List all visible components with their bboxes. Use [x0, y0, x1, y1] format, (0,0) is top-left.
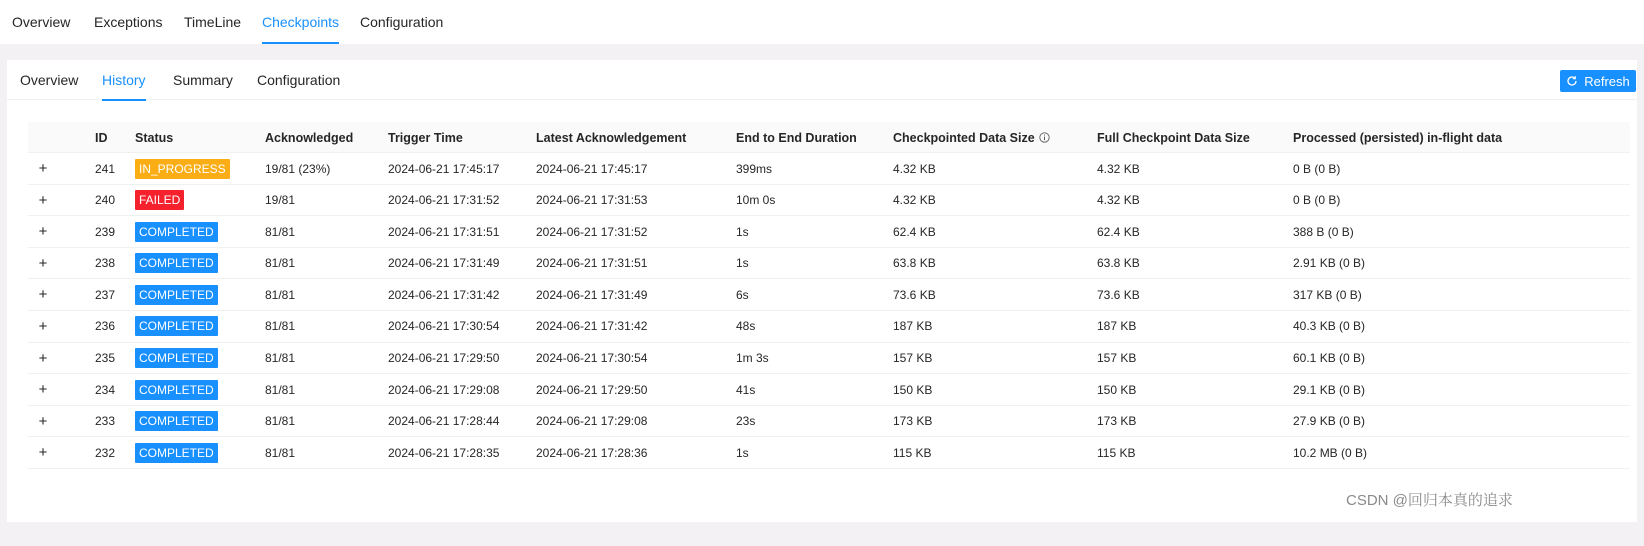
table-header [28, 122, 1630, 153]
status-badge: IN_PROGRESS [135, 159, 230, 179]
cell-id: 240 [95, 193, 116, 208]
top-tab-overview[interactable]: Overview [12, 14, 71, 30]
expand-row-plus-icon[interactable]: + [38, 191, 48, 209]
cell-trigger-time: 2024-06-21 17:28:44 [388, 414, 500, 429]
expand-row-plus-icon[interactable]: + [38, 381, 48, 399]
cell-acknowledged: 81/81 [265, 256, 296, 271]
cell-status [135, 311, 218, 342]
header-id: ID [95, 130, 108, 145]
cell-id: 241 [95, 161, 116, 176]
table-row [28, 153, 1630, 185]
expand-row-plus-icon[interactable]: + [38, 223, 48, 241]
cell-trigger-time: 2024-06-21 17:45:17 [388, 161, 500, 176]
expand-row-plus-icon[interactable]: + [38, 412, 48, 430]
table-row [28, 248, 1630, 280]
cell-checkpointed-size: 62.4 KB [893, 224, 936, 239]
header-checkpointed-size [893, 122, 1050, 153]
header-processed: Processed (persisted) in-flight data [1293, 130, 1503, 145]
cell-duration: 1s [736, 224, 749, 239]
top-tab-bar [0, 0, 1644, 44]
cell-latest-ack: 2024-06-21 17:31:53 [536, 193, 648, 208]
sub-tab-overview[interactable]: Overview [20, 72, 79, 88]
cell-full-size: 115 KB [1097, 445, 1136, 460]
top-tab-timeline[interactable]: TimeLine [184, 14, 242, 30]
status-badge: COMPLETED [135, 443, 218, 463]
cell-acknowledged: 81/81 [265, 445, 296, 460]
status-badge: COMPLETED [135, 285, 218, 305]
header-full-size: Full Checkpoint Data Size [1097, 130, 1250, 145]
cell-id: 236 [95, 319, 116, 334]
header-status: Status [135, 130, 174, 145]
header-checkpointed-size-label: Checkpointed Data Size [893, 130, 1035, 145]
cell-trigger-time: 2024-06-21 17:29:50 [388, 351, 500, 366]
sub-tab-configuration[interactable]: Configuration [257, 72, 341, 88]
cell-full-size: 73.6 KB [1097, 287, 1140, 302]
cell-checkpointed-size: 157 KB [893, 351, 933, 366]
cell-processed: 29.1 KB (0 B) [1293, 382, 1366, 397]
cell-trigger-time: 2024-06-21 17:31:49 [388, 256, 500, 271]
checkpoints-card [7, 60, 1637, 522]
table-row [28, 311, 1630, 343]
cell-duration: 399ms [736, 161, 773, 176]
cell-latest-ack: 2024-06-21 17:45:17 [536, 161, 648, 176]
table-body [28, 153, 1630, 469]
cell-status [135, 153, 230, 184]
cell-checkpointed-size: 63.8 KB [893, 256, 936, 271]
table-row [28, 279, 1630, 311]
cell-status [135, 279, 218, 310]
cell-status [135, 374, 218, 405]
status-badge: FAILED [135, 190, 184, 210]
expand-row-plus-icon[interactable]: + [38, 349, 48, 367]
watermark: CSDN @回归本真的追求 [1346, 492, 1513, 509]
refresh-label: Refresh [1584, 73, 1630, 89]
cell-trigger-time: 2024-06-21 17:31:42 [388, 287, 500, 302]
table-row [28, 437, 1630, 469]
cell-processed: 2.91 KB (0 B) [1293, 256, 1366, 271]
table-row [28, 343, 1630, 375]
cell-id: 235 [95, 351, 116, 366]
status-badge: COMPLETED [135, 316, 218, 336]
status-badge: COMPLETED [135, 253, 218, 273]
cell-processed: 60.1 KB (0 B) [1293, 351, 1366, 366]
cell-latest-ack: 2024-06-21 17:30:54 [536, 351, 648, 366]
cell-duration: 1m 3s [736, 351, 769, 366]
cell-checkpointed-size: 4.32 KB [893, 193, 936, 208]
cell-duration: 6s [736, 287, 749, 302]
cell-duration: 41s [736, 382, 756, 397]
cell-full-size: 63.8 KB [1097, 256, 1140, 271]
cell-checkpointed-size: 73.6 KB [893, 287, 936, 302]
cell-status [135, 248, 218, 279]
table-row [28, 216, 1630, 248]
cell-acknowledged: 81/81 [265, 382, 296, 397]
cell-processed: 0 B (0 B) [1293, 161, 1341, 176]
expand-row-plus-icon[interactable]: + [38, 317, 48, 335]
status-badge: COMPLETED [135, 222, 218, 242]
sub-tab-bar [7, 60, 1637, 100]
expand-row-plus-icon[interactable]: + [38, 254, 48, 272]
cell-duration: 10m 0s [736, 193, 776, 208]
table-row [28, 185, 1630, 217]
cell-latest-ack: 2024-06-21 17:29:50 [536, 382, 648, 397]
top-tab-checkpoints[interactable]: Checkpoints [262, 0, 339, 44]
cell-checkpointed-size: 4.32 KB [893, 161, 936, 176]
cell-latest-ack: 2024-06-21 17:29:08 [536, 414, 648, 429]
cell-acknowledged: 81/81 [265, 287, 296, 302]
cell-checkpointed-size: 173 KB [893, 414, 933, 429]
cell-full-size: 4.32 KB [1097, 161, 1140, 176]
cell-status [135, 343, 218, 374]
cell-trigger-time: 2024-06-21 17:28:35 [388, 445, 500, 460]
cell-id: 232 [95, 445, 116, 460]
cell-processed: 27.9 KB (0 B) [1293, 414, 1366, 429]
expand-row-plus-icon[interactable]: + [38, 160, 48, 177]
header-duration: End to End Duration [736, 130, 857, 145]
cell-acknowledged: 81/81 [265, 414, 296, 429]
refresh-button[interactable] [1560, 70, 1636, 92]
table-row [28, 406, 1630, 438]
status-badge: COMPLETED [135, 411, 218, 431]
cell-latest-ack: 2024-06-21 17:31:42 [536, 319, 648, 334]
status-badge: COMPLETED [135, 380, 218, 400]
header-trigger-time: Trigger Time [388, 130, 463, 145]
cell-status [135, 437, 218, 468]
cell-processed: 388 B (0 B) [1293, 224, 1354, 239]
cell-duration: 48s [736, 319, 756, 334]
expand-row-plus-icon[interactable]: + [38, 286, 48, 304]
cell-full-size: 173 KB [1097, 414, 1137, 429]
refresh-icon [1566, 75, 1578, 87]
cell-acknowledged: 19/81 [265, 193, 296, 208]
cell-checkpointed-size: 187 KB [893, 319, 933, 334]
cell-acknowledged: 81/81 [265, 319, 296, 334]
checkpoint-history-table [28, 122, 1630, 469]
cell-trigger-time: 2024-06-21 17:29:08 [388, 382, 500, 397]
sub-tab-history[interactable]: History [102, 60, 146, 100]
expand-row-plus-icon[interactable]: + [38, 444, 48, 462]
top-tab-configuration[interactable]: Configuration [360, 14, 444, 30]
cell-processed: 317 KB (0 B) [1293, 287, 1362, 302]
cell-latest-ack: 2024-06-21 17:28:36 [536, 445, 648, 460]
cell-trigger-time: 2024-06-21 17:31:52 [388, 193, 500, 208]
cell-id: 234 [95, 382, 116, 397]
cell-trigger-time: 2024-06-21 17:31:51 [388, 224, 500, 239]
cell-full-size: 150 KB [1097, 382, 1137, 397]
cell-status [135, 185, 184, 216]
cell-duration: 1s [736, 445, 749, 460]
cell-duration: 1s [736, 256, 749, 271]
cell-status [135, 406, 218, 437]
cell-id: 233 [95, 414, 116, 429]
cell-acknowledged: 81/81 [265, 351, 296, 366]
cell-acknowledged: 81/81 [265, 224, 296, 239]
top-tab-exceptions[interactable]: Exceptions [94, 14, 163, 30]
info-circle-icon[interactable] [1039, 132, 1050, 143]
cell-processed: 0 B (0 B) [1293, 193, 1341, 208]
header-acknowledged: Acknowledged [265, 130, 354, 145]
cell-duration: 23s [736, 414, 756, 429]
cell-latest-ack: 2024-06-21 17:31:51 [536, 256, 648, 271]
cell-latest-ack: 2024-06-21 17:31:49 [536, 287, 648, 302]
cell-status [135, 216, 218, 247]
cell-checkpointed-size: 150 KB [893, 382, 933, 397]
header-latest-ack: Latest Acknowledgement [536, 130, 687, 145]
cell-id: 238 [95, 256, 116, 271]
cell-processed: 40.3 KB (0 B) [1293, 319, 1366, 334]
sub-tab-summary[interactable]: Summary [173, 72, 233, 88]
cell-latest-ack: 2024-06-21 17:31:52 [536, 224, 648, 239]
cell-acknowledged: 19/81 (23%) [265, 161, 331, 176]
cell-full-size: 62.4 KB [1097, 224, 1140, 239]
cell-full-size: 4.32 KB [1097, 193, 1140, 208]
cell-full-size: 157 KB [1097, 351, 1137, 366]
cell-id: 239 [95, 224, 116, 239]
cell-id: 237 [95, 287, 116, 302]
cell-checkpointed-size: 115 KB [893, 445, 932, 460]
cell-full-size: 187 KB [1097, 319, 1137, 334]
table-row [28, 374, 1630, 406]
cell-processed: 10.2 MB (0 B) [1293, 445, 1368, 460]
status-badge: COMPLETED [135, 348, 218, 368]
cell-trigger-time: 2024-06-21 17:30:54 [388, 319, 500, 334]
